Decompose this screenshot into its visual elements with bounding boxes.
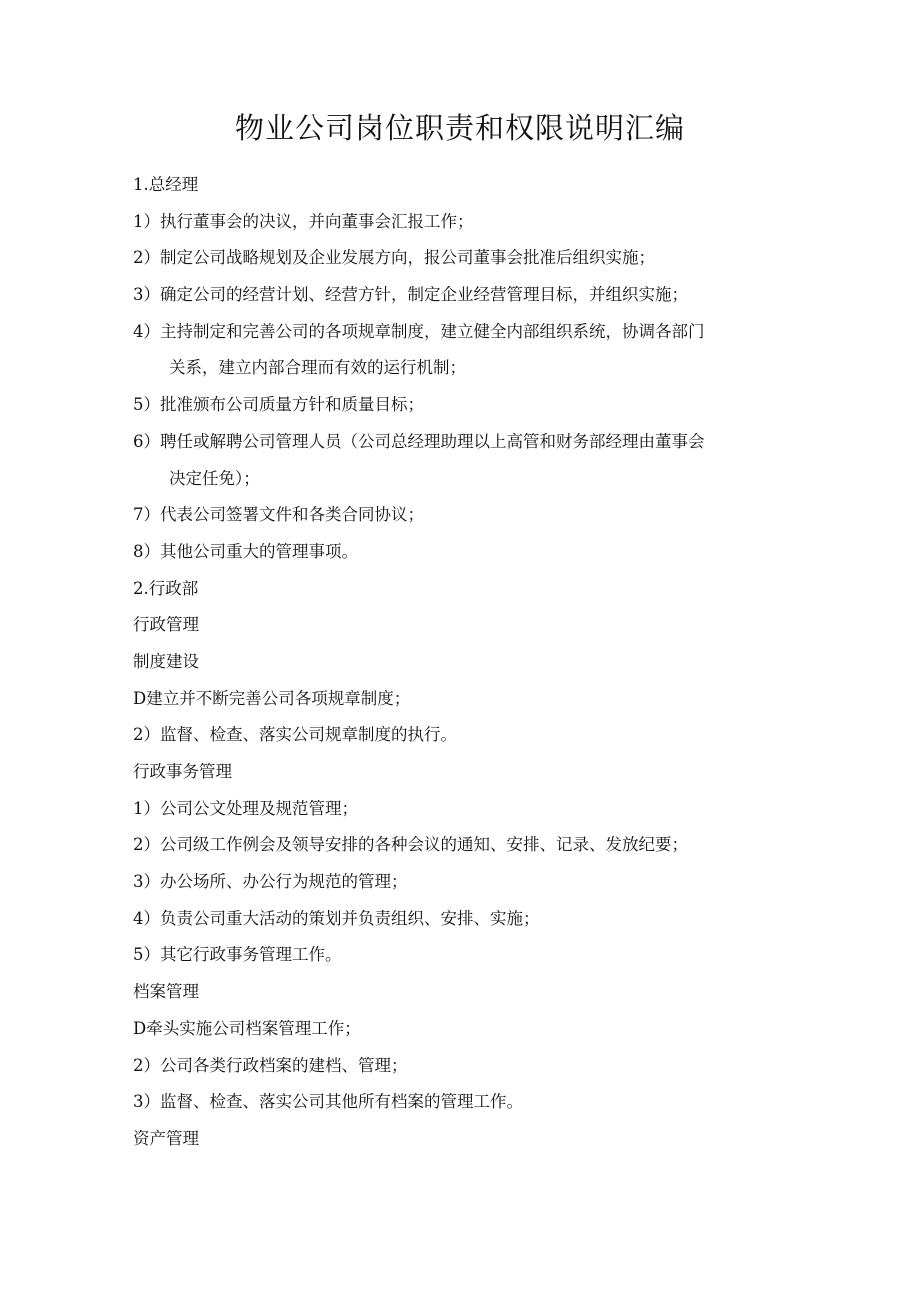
paragraph-line: 4）负责公司重大活动的策划并负责组织、安排、实施； [133,908,540,928]
paragraph-line: 2）制定公司战略规划及企业发展方向，报公司董事会批准后组织实施； [133,248,655,268]
paragraph-line: 1.总经理 [133,175,199,194]
paragraph-line: D牵头实施公司档案管理工作； [133,1018,361,1038]
paragraph-line: 1）执行董事会的决议，并向董事会汇报工作； [133,211,474,231]
paragraph-line: 行政管理 [133,615,199,635]
paragraph-line: 2）监督、检查、落实公司规章制度的执行。 [133,725,457,745]
document-title: 物业公司岗位职责和权限说明汇编 [234,111,685,145]
document-body [133,167,793,1158]
paragraph-line: 2）公司级工作例会及领导安排的各种会议的通知、安排、记录、发放纪要； [133,835,688,855]
paragraph-line: D建立并不断完善公司各项规章制度； [133,688,411,708]
paragraph-line: 7）代表公司签署文件和各类合同协议； [133,505,424,525]
paragraph-line: 4）主持制定和完善公司的各项规章制度，建立健全内部组织系统，协调各部门 [133,321,705,341]
paragraph-line: 行政事务管理 [133,762,232,781]
paragraph-line: 6）聘任或解聘公司管理人员（公司总经理助理以上高管和财务部经理由董事会 [133,431,705,451]
paragraph-line: 1）公司公文处理及规范管理； [133,798,358,818]
paragraph-line: 2.行政部 [133,578,199,598]
paragraph-line: 8）其他公司重大的管理事项。 [133,541,358,561]
paragraph-line: 档案管理 [133,982,199,1002]
paragraph-line: 3）确定公司的经营计划、经营方针，制定企业经营管理目标，并组织实施； [133,285,688,305]
paragraph-line: 5）批准颁布公司质量方针和质量目标； [133,395,424,415]
paragraph-line: 资产管理 [133,1128,199,1148]
paragraph-line: 5）其它行政事务管理工作。 [133,945,342,965]
paragraph-continuation: 关系，建立内部合理而有效的运行机制； [169,358,466,378]
paragraph-line: 3）办公场所、办公行为规范的管理； [133,872,408,892]
paragraph-continuation: 决定任免）； [169,468,260,488]
paragraph-line: 制度建设 [133,651,199,671]
paragraph-line: 3）监督、检查、落实公司其他所有档案的管理工作。 [133,1092,523,1112]
paragraph-line: 2）公司各类行政档案的建档、管理； [133,1055,408,1075]
